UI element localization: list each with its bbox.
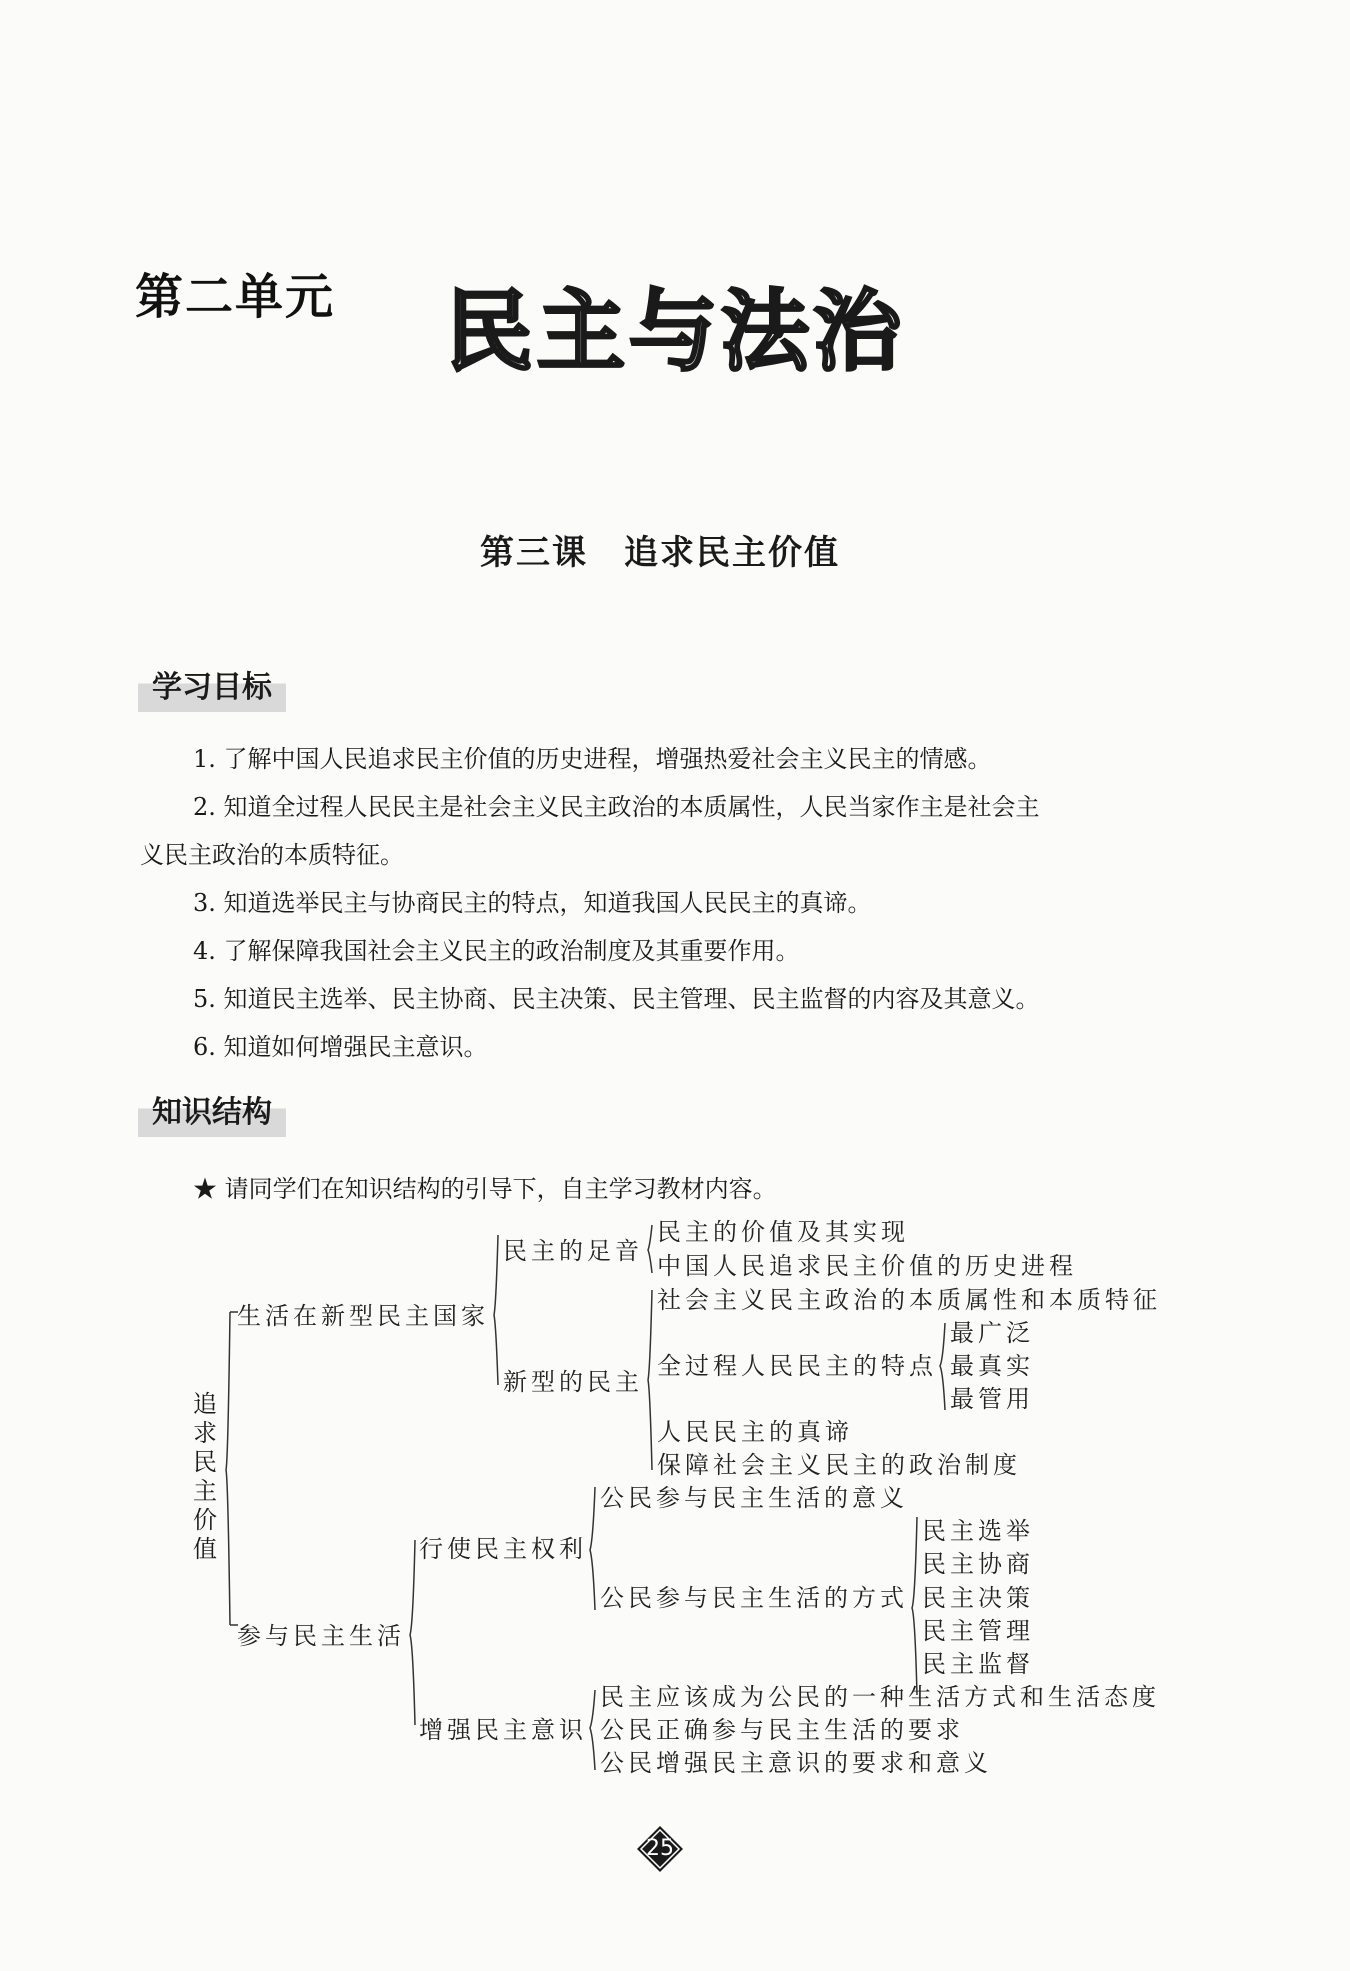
tree-node-awareness: 增强民主意识 (419, 1716, 587, 1744)
tree-leaf: 公民增强民主意识的要求和意义 (600, 1749, 992, 1777)
tree-leaf: 最广泛 (950, 1319, 1034, 1347)
tree-leaf: 人民民主的真谛 (657, 1418, 853, 1446)
tree-leaf: 最真实 (950, 1352, 1034, 1380)
tree-node-exercise: 行使民主权利 (419, 1535, 587, 1563)
objective-item: 6. 知道如何增强民主意识。 (193, 1033, 488, 1061)
tree-leaf: 民主监督 (922, 1650, 1034, 1678)
tree-leaf: 公民参与民主生活的方式 (600, 1584, 908, 1612)
objective-item: 1. 了解中国人民追求民主价值的历史进程，增强热爱社会主义民主的情感。 (193, 745, 992, 773)
objective-item: 义民主政治的本质特征。 (140, 841, 404, 869)
tree-node-life: 生活在新型民主国家 (237, 1302, 489, 1330)
tree-leaf: 民主协商 (922, 1550, 1034, 1578)
tree-root-label: 追求民主价值 (193, 1390, 217, 1563)
objective-item: 3. 知道选举民主与协商民主的特点，知道我国人民民主的真谛。 (193, 889, 872, 917)
tree-leaf: 民主管理 (922, 1617, 1034, 1645)
objective-item: 5. 知道民主选举、民主协商、民主决策、民主管理、民主监督的内容及其意义。 (193, 985, 1040, 1013)
structure-instruction: ★ 请同学们在知识结构的引导下，自主学习教材内容。 (193, 1175, 777, 1203)
tree-leaf: 民主决策 (922, 1584, 1034, 1612)
tree-leaf: 公民参与民主生活的意义 (600, 1484, 908, 1512)
unit-title: 民主与法治 (445, 280, 906, 383)
structure-heading: 知识结构 (138, 1085, 286, 1137)
tree-node-participate: 参与民主生活 (237, 1622, 405, 1650)
tree-leaf: 公民正确参与民主生活的要求 (600, 1716, 964, 1744)
tree-leaf: 民主选举 (922, 1517, 1034, 1545)
objective-item: 2. 知道全过程人民民主是社会主义民主政治的本质属性，人民当家作主是社会主 (193, 793, 1040, 821)
tree-leaf: 最管用 (950, 1385, 1034, 1413)
lesson-title: 第三课 追求民主价值 (480, 533, 840, 573)
tree-leaf: 中国人民追求民主价值的历史进程 (657, 1252, 1077, 1280)
objectives-heading: 学习目标 (138, 660, 286, 712)
page-number: 25 (646, 1836, 674, 1861)
tree-leaf: 民主应该成为公民的一种生活方式和生活态度 (600, 1683, 1160, 1711)
tree-node-footsteps: 民主的足音 (503, 1237, 643, 1265)
tree-node-new-democracy: 新型的民主 (503, 1368, 643, 1396)
unit-label: 第二单元 (135, 269, 336, 325)
tree-leaf: 全过程人民民主的特点 (657, 1352, 937, 1380)
tree-leaf: 保障社会主义民主的政治制度 (657, 1451, 1021, 1479)
tree-leaf: 社会主义民主政治的本质属性和本质特征 (657, 1286, 1161, 1314)
tree-leaf: 民主的价值及其实现 (657, 1218, 909, 1246)
objective-item: 4. 了解保障我国社会主义民主的政治制度及其重要作用。 (193, 937, 800, 965)
